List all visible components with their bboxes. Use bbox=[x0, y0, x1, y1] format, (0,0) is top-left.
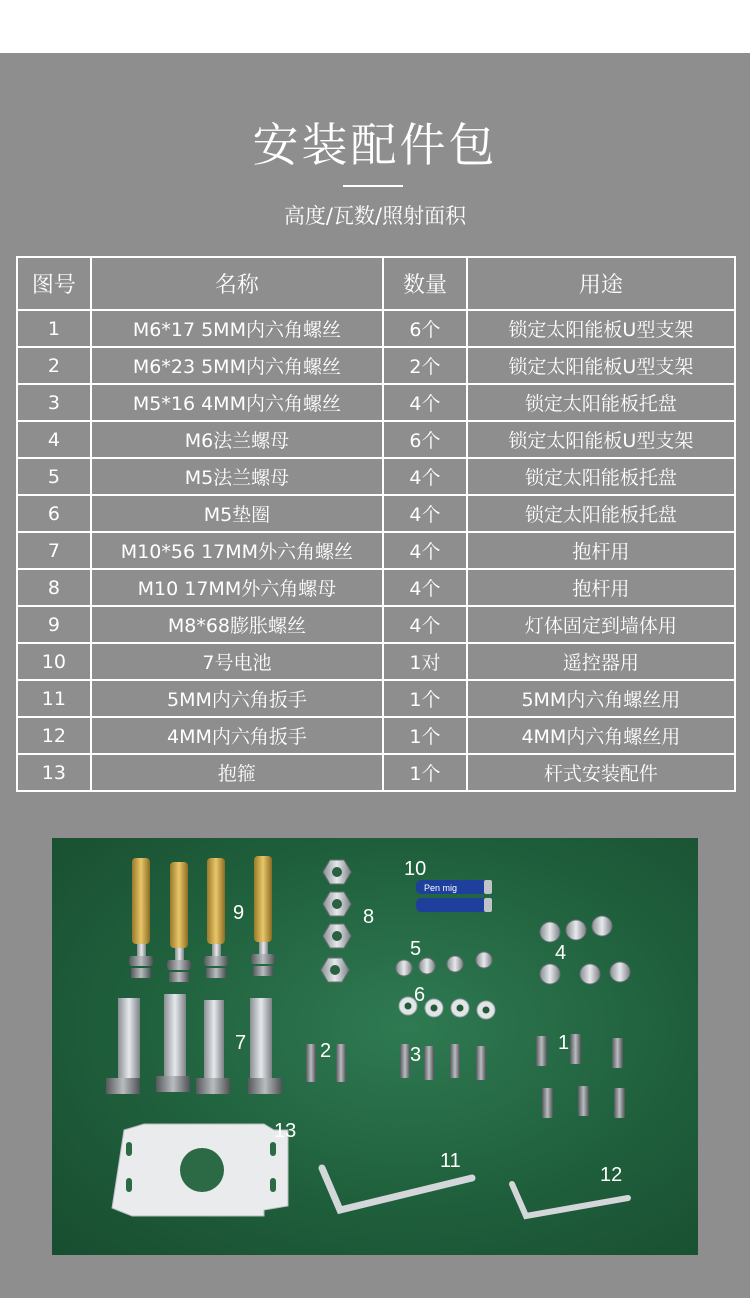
label-12: 12 bbox=[600, 1164, 623, 1186]
cell-number: 11 bbox=[17, 680, 91, 717]
table-row bbox=[17, 532, 735, 569]
cell-number: 5 bbox=[17, 458, 91, 495]
cell-name: M8*68膨胀螺丝 bbox=[91, 606, 383, 643]
cell-quantity: 6个 bbox=[383, 310, 467, 347]
table-header-row bbox=[17, 257, 735, 310]
label-13: 13 bbox=[274, 1120, 297, 1142]
cell-number: 7 bbox=[17, 532, 91, 569]
cell-usage: 遥控器用 bbox=[467, 643, 735, 680]
table-row bbox=[17, 421, 735, 458]
batteries bbox=[416, 880, 492, 912]
table-row bbox=[17, 643, 735, 680]
expansion-bolts bbox=[129, 856, 275, 982]
header-name: 名称 bbox=[91, 257, 383, 310]
allen-keys bbox=[322, 1168, 628, 1216]
cell-usage: 杆式安装配件 bbox=[467, 754, 735, 791]
cell-quantity: 4个 bbox=[383, 495, 467, 532]
cell-name: 抱箍 bbox=[91, 754, 383, 791]
cell-usage: 抱杆用 bbox=[467, 569, 735, 606]
cell-name: M6法兰螺母 bbox=[91, 421, 383, 458]
parts-illustration bbox=[52, 838, 698, 1255]
battery-label: Pen mig bbox=[424, 883, 458, 893]
table-row bbox=[17, 754, 735, 791]
label-7: 7 bbox=[235, 1032, 247, 1054]
cell-name: M10 17MM外六角螺母 bbox=[91, 569, 383, 606]
label-9: 9 bbox=[233, 902, 245, 924]
label-11: 11 bbox=[440, 1150, 461, 1172]
hex-bolts-m10 bbox=[106, 994, 282, 1094]
cell-quantity: 1个 bbox=[383, 754, 467, 791]
cell-usage: 锁定太阳能板托盘 bbox=[467, 458, 735, 495]
label-1: 1 bbox=[558, 1032, 570, 1054]
cell-usage: 灯体固定到墙体用 bbox=[467, 606, 735, 643]
header-number: 图号 bbox=[17, 257, 91, 310]
cell-name: 5MM内六角扳手 bbox=[91, 680, 383, 717]
cell-quantity: 1对 bbox=[383, 643, 467, 680]
cell-usage: 5MM内六角螺丝用 bbox=[467, 680, 735, 717]
cell-number: 3 bbox=[17, 384, 91, 421]
cell-quantity: 4个 bbox=[383, 384, 467, 421]
cell-usage: 锁定太阳能板U型支架 bbox=[467, 421, 735, 458]
cell-quantity: 2个 bbox=[383, 347, 467, 384]
label-2: 2 bbox=[320, 1040, 332, 1062]
header-usage: 用途 bbox=[467, 257, 735, 310]
label-6: 6 bbox=[414, 984, 426, 1006]
cell-number: 1 bbox=[17, 310, 91, 347]
table-row bbox=[17, 495, 735, 532]
table-row bbox=[17, 458, 735, 495]
label-10: 10 bbox=[404, 858, 427, 880]
label-8: 8 bbox=[363, 906, 375, 928]
cell-number: 10 bbox=[17, 643, 91, 680]
cell-usage: 锁定太阳能板托盘 bbox=[467, 384, 735, 421]
cell-usage: 锁定太阳能板U型支架 bbox=[467, 310, 735, 347]
cell-number: 13 bbox=[17, 754, 91, 791]
cell-name: M5法兰螺母 bbox=[91, 458, 383, 495]
cell-quantity: 4个 bbox=[383, 532, 467, 569]
cell-name: 4MM内六角扳手 bbox=[91, 717, 383, 754]
table-row bbox=[17, 347, 735, 384]
socket-screws bbox=[306, 1034, 625, 1118]
cell-name: M10*56 17MM外六角螺丝 bbox=[91, 532, 383, 569]
cell-number: 4 bbox=[17, 421, 91, 458]
cell-number: 9 bbox=[17, 606, 91, 643]
header-quantity: 数量 bbox=[383, 257, 467, 310]
table-row bbox=[17, 680, 735, 717]
cell-name: M6*23 5MM内六角螺丝 bbox=[91, 347, 383, 384]
parts-photo bbox=[52, 838, 698, 1255]
table-row bbox=[17, 717, 735, 754]
label-5: 5 bbox=[410, 938, 422, 960]
cell-name: M6*17 5MM内六角螺丝 bbox=[91, 310, 383, 347]
cell-quantity: 1个 bbox=[383, 717, 467, 754]
cell-quantity: 4个 bbox=[383, 606, 467, 643]
title-divider bbox=[343, 185, 403, 187]
cell-number: 2 bbox=[17, 347, 91, 384]
table-row bbox=[17, 310, 735, 347]
parts-table bbox=[16, 256, 736, 792]
table-row bbox=[17, 569, 735, 606]
table-row bbox=[17, 384, 735, 421]
table-row bbox=[17, 606, 735, 643]
cell-usage: 抱杆用 bbox=[467, 532, 735, 569]
label-4: 4 bbox=[555, 942, 567, 964]
cell-name: M5垫圈 bbox=[91, 495, 383, 532]
label-3: 3 bbox=[410, 1044, 422, 1066]
cell-usage: 4MM内六角螺丝用 bbox=[467, 717, 735, 754]
page-title: 安装配件包 bbox=[252, 118, 498, 172]
cell-quantity: 4个 bbox=[383, 458, 467, 495]
flange-nuts-m6 bbox=[540, 916, 630, 984]
hex-nuts-m10 bbox=[321, 860, 351, 982]
cell-name: M5*16 4MM内六角螺丝 bbox=[91, 384, 383, 421]
clamp-bracket bbox=[112, 1124, 288, 1216]
cell-quantity: 1个 bbox=[383, 680, 467, 717]
cell-usage: 锁定太阳能板U型支架 bbox=[467, 347, 735, 384]
cell-quantity: 6个 bbox=[383, 421, 467, 458]
cell-name: 7号电池 bbox=[91, 643, 383, 680]
cell-number: 8 bbox=[17, 569, 91, 606]
cell-usage: 锁定太阳能板托盘 bbox=[467, 495, 735, 532]
page-subtitle: 高度/瓦数/照射面积 bbox=[283, 204, 467, 228]
cell-number: 6 bbox=[17, 495, 91, 532]
cell-number: 12 bbox=[17, 717, 91, 754]
cell-quantity: 4个 bbox=[383, 569, 467, 606]
